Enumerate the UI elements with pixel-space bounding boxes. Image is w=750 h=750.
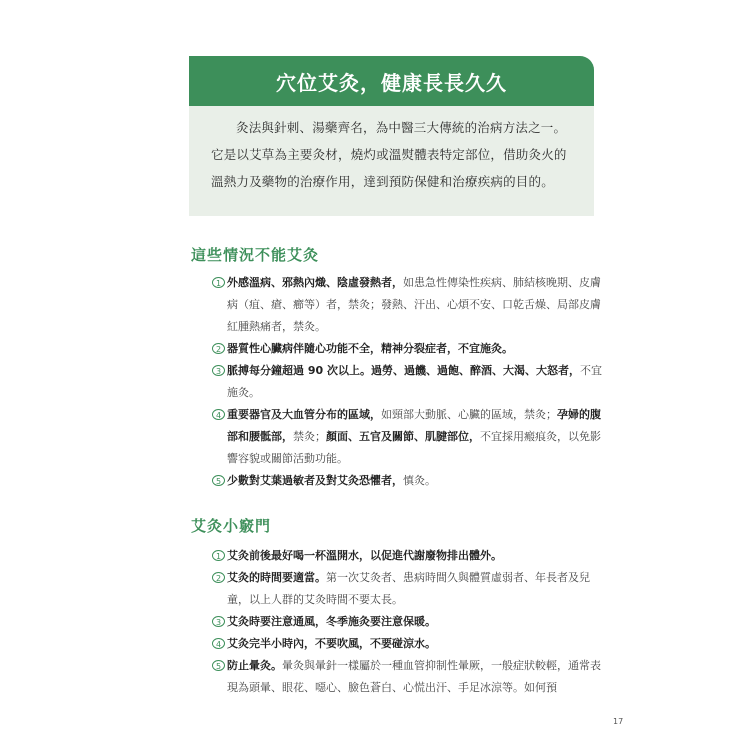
- item-bold-text: 器質性心臟病伴隨心功能不全，精神分裂症者，不宜施灸。: [227, 342, 513, 355]
- item-text: [227, 470, 607, 492]
- section-title-contraindications: 這些情況不能艾灸: [191, 246, 320, 264]
- item-bold-text: 脈搏每分鐘超過 90 次以上。過勞、過饑、過飽、醉酒、大渴、大怒者，: [227, 364, 580, 377]
- section-title-tips: 艾灸小竅門: [191, 517, 272, 535]
- list-item: [212, 470, 607, 492]
- contraindications-list: [212, 272, 607, 492]
- item-number: 1: [212, 277, 225, 288]
- item-number: 1: [212, 550, 225, 561]
- item-text: [227, 633, 607, 655]
- item-bold-text: 艾灸完半小時內，不要吹風，不要碰涼水。: [227, 637, 436, 650]
- item-text: [227, 655, 607, 699]
- item-text: [227, 360, 607, 404]
- item-bold-text: 艾灸前後最好喝一杯溫開水，以促進代謝廢物排出體外。: [227, 549, 502, 562]
- item-bold-text: 少數對艾葉過敏者及對艾灸恐懼者，: [227, 474, 403, 487]
- list-item: [212, 404, 607, 470]
- item-bold-text: 孕婦的腹部和腰骶部，: [227, 408, 601, 443]
- intro-body: [189, 106, 594, 195]
- item-normal-text: 暈灸與暈針一樣屬於一種血管抑制性暈厥，一般症狀較輕，通常表現為頭暈、眼花、噁心、臉色蒼白、心慌出汗、手足冰涼等。如何預: [227, 659, 601, 694]
- item-bold-text: 外感溫病、邪熱內熾、陰虛發熱者，: [227, 276, 403, 289]
- intro-paragraph: 灸法與針刺、湯藥齊名，為中醫三大傳統的治病方法之一。它是以艾草為主要灸材，燒灼或溫熨體表特定部位，借助灸火的溫熱力及藥物的治療作用，達到預防保健和治療疾病的目的。: [211, 120, 567, 189]
- intro-box: [189, 56, 594, 216]
- tips-list: [212, 545, 607, 699]
- item-number: 4: [212, 638, 225, 649]
- item-text: [227, 404, 607, 470]
- item-normal-text: 禁灸；: [293, 430, 326, 443]
- item-normal-text: 如患急性傳染性疾病、肺結核晚期、皮膚病（疽、瘡、癤等）者，禁灸；發熱、汗出、心煩不安、口乾舌燥、局部皮膚紅腫熱痛者，禁灸。: [227, 276, 601, 333]
- item-number: 5: [212, 660, 225, 671]
- item-normal-text: 如頸部大動脈、心臟的區域，禁灸；: [381, 408, 557, 421]
- item-text: [227, 272, 607, 338]
- item-number: 3: [212, 365, 225, 376]
- list-item: [212, 338, 607, 360]
- item-normal-text: 慎灸。: [403, 474, 436, 487]
- item-text: [227, 611, 607, 633]
- page-number: 17: [613, 717, 624, 726]
- list-item: [212, 633, 607, 655]
- item-bold-text: 重要器官及大血管分布的區域，: [227, 408, 381, 421]
- item-normal-text: 不宜採用瘢痕灸，以免影響容貌或關節活動功能。: [227, 430, 601, 465]
- list-item: [212, 545, 607, 567]
- page-title: 穴位艾灸，健康長長久久: [189, 56, 594, 106]
- item-number: 2: [212, 572, 225, 583]
- list-item: [212, 272, 607, 338]
- item-bold-text: 艾灸的時間要適當。: [227, 571, 326, 584]
- list-item: [212, 611, 607, 633]
- item-bold-text: 防止暈灸。: [227, 659, 282, 672]
- item-normal-text: 第一次艾灸者、患病時間久與體質虛弱者、年長者及兒童，以上人群的艾灸時間不要太長。: [227, 571, 590, 606]
- item-text: [227, 567, 607, 611]
- item-bold-text: 顏面、五官及關節、肌腱部位，: [326, 430, 480, 443]
- item-number: 2: [212, 343, 225, 354]
- list-item: [212, 360, 607, 404]
- item-text: [227, 338, 607, 360]
- item-number: 5: [212, 475, 225, 486]
- item-normal-text: 不宜施灸。: [227, 364, 602, 399]
- item-number: 3: [212, 616, 225, 627]
- item-bold-text: 艾灸時要注意通風，冬季施灸要注意保暖。: [227, 615, 436, 628]
- item-number: 4: [212, 409, 225, 420]
- list-item: [212, 655, 607, 699]
- list-item: [212, 567, 607, 611]
- item-text: [227, 545, 607, 567]
